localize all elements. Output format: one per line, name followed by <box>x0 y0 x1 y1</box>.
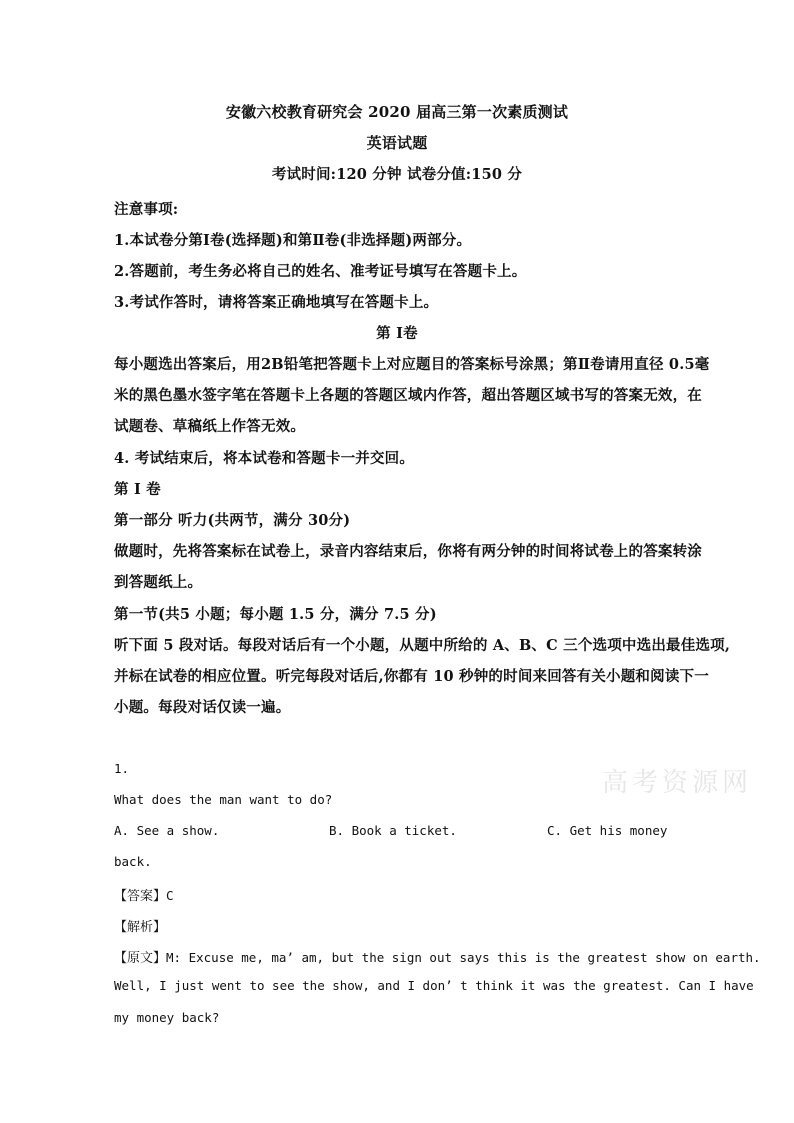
original-line-1 <box>114 947 761 966</box>
part-1-heading: 第一部分 听力(共两节，满分 30分) <box>114 512 351 529</box>
section-1-heading: 第一节(共5 小题；每小题 1.5 分，满分 7.5 分) <box>114 606 437 623</box>
note-item-2: 2.答题前，考生务必将自己的姓名、准考证号填写在答题卡上。 <box>114 263 527 280</box>
volume-1-heading: 第 I 卷 <box>114 481 161 498</box>
note-paragraph-line-1: 每小题选出答案后，用2B铅笔把答题卡上对应题目的答案标号涂黑；第Ⅱ卷请用直径 0.5毫 <box>114 356 710 373</box>
note-paragraph-line-2: 米的黑色墨水签字笔在答题卡上各题的答题区域内作答，超出答题区域书写的答案无效，在 <box>114 387 702 404</box>
answer-value: C <box>166 888 174 903</box>
note-item-4: 4. 考试结束后，将本试卷和答题卡一并交回。 <box>114 450 415 467</box>
question-number: 1. <box>114 761 130 776</box>
answer-line <box>114 885 174 904</box>
watermark-logo: 高考资源网 <box>602 768 753 798</box>
original-line-3: my money back? <box>114 1010 220 1025</box>
subject-title: 英语试题 <box>366 134 428 152</box>
question-stem: What does the man want to do? <box>114 792 333 807</box>
answer-label: 【答案】 <box>114 889 167 904</box>
note-item-3: 3.考试作答时，请将答案正确地填写在答题卡上。 <box>114 294 439 311</box>
listening-instruction-line-1: 听下面 5 段对话。每段对话后有一个小题，从题中所给的 A、B、C 三个选项中选出最佳选项, <box>114 637 731 654</box>
exam-time-score: 考试时间:120 分钟 试卷分值:150 分 <box>271 166 523 183</box>
instruction-line-1: 做题时，先将答案标在试卷上，录音内容结束后，你将有两分钟的时间将试卷上的答案转涂 <box>114 543 702 560</box>
option-b: B. Book a ticket. <box>329 823 457 838</box>
option-c: C. Get his money <box>547 823 668 838</box>
original-line-2: Well, I just went to see the show, and I don’ t think it was the greatest. Can I have <box>114 978 754 993</box>
note-item-1: 1.本试卷分第Ⅰ卷(选择题)和第Ⅱ卷(非选择题)两部分。 <box>114 232 472 249</box>
listening-instruction-line-3: 小题。每段对话仅读一遍。 <box>114 699 291 716</box>
instruction-line-2: 到答题纸上。 <box>114 574 203 591</box>
option-c-continuation: back. <box>114 854 152 869</box>
notes-heading: 注意事项: <box>114 201 179 218</box>
listening-instruction-line-2: 并标在试卷的相应位置。听完每段对话后,你都有 10 秒钟的时间来回答有关小题和阅读下一 <box>114 668 709 685</box>
original-text-1: M: Excuse me, ma’ am, but the sign out says this is the greatest show on earth. <box>166 950 761 965</box>
analysis-label: 【解析】 <box>114 920 167 935</box>
original-label: 【原文】 <box>114 951 167 966</box>
option-a: A. See a show. <box>114 823 220 838</box>
volume-1-heading-centered: 第 Ⅰ卷 <box>376 325 418 342</box>
exam-title: 安徽六校教育研究会 2020 届高三第一次素质测试 <box>225 103 569 121</box>
note-paragraph-line-3: 试题卷、草稿纸上作答无效。 <box>114 418 306 435</box>
